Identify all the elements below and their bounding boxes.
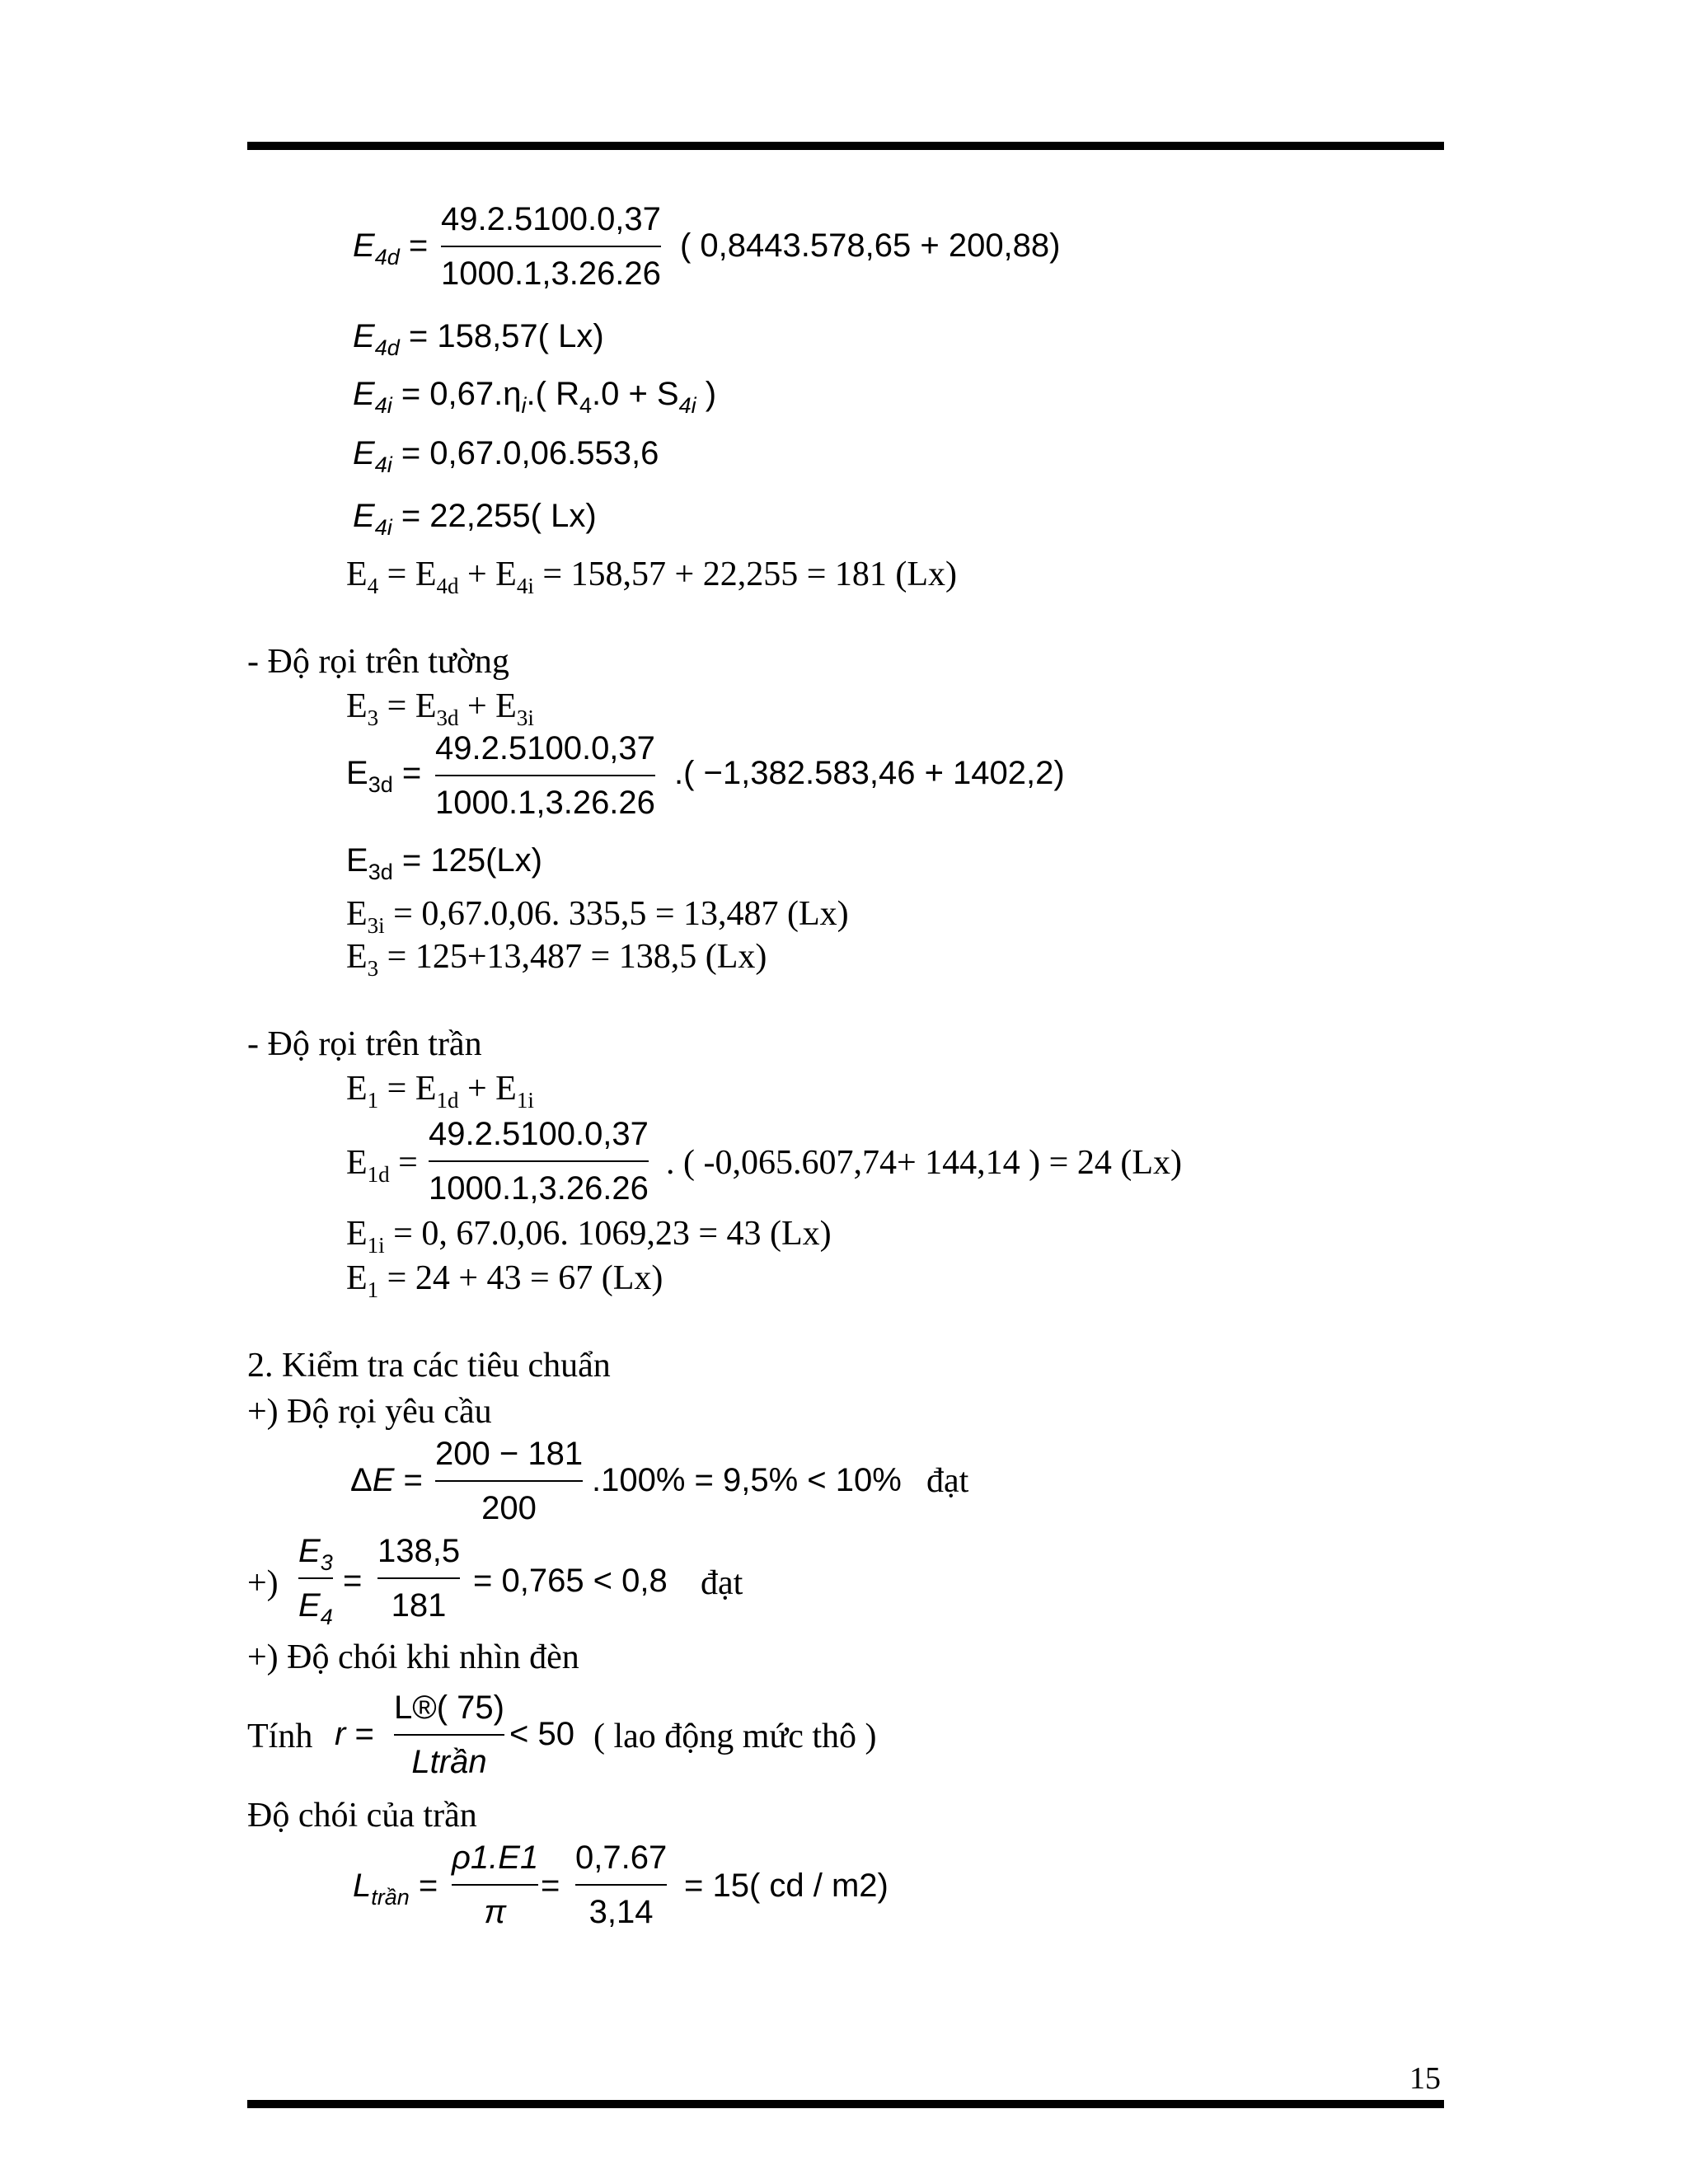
e4d-rest: ( 0,8443.578,65 + 200,88) xyxy=(680,227,1061,264)
r-denominator: Ltrần xyxy=(411,1744,487,1780)
lum2-denominator: 3,14 xyxy=(588,1894,654,1930)
r-rest: < 50 xyxy=(509,1716,574,1752)
e4d-denominator: 1000.1,3.26.26 xyxy=(441,255,661,292)
luminance-heading: Độ chói của trần xyxy=(247,1797,477,1835)
e4d-numerator: 49.2.5100.0,37 xyxy=(441,201,661,237)
check-heading: 2. Kiểm tra các tiêu chuẩn xyxy=(247,1347,611,1385)
r-equation: r = xyxy=(335,1716,374,1752)
e4d-equation: $E_{4d}$ = xyxy=(353,227,429,269)
ratio-result: đạt xyxy=(701,1564,743,1602)
e1d-numerator: 49.2.5100.0,37 xyxy=(429,1116,649,1152)
luminance-equation: $L_{trần}$ = xyxy=(353,1868,438,1910)
e4-total-line: $E_4 = E_{4d} + E_{4i} = 158,57 + 22,255 = 181$ (Lx) xyxy=(346,555,958,598)
ratio-fraction xyxy=(377,1535,460,1622)
e3d-rest: .( −1,382.583,46 + 1402,2) xyxy=(674,755,1065,791)
e1-sum-line: $E_1 = E_{1d} + E_{1i}$ xyxy=(346,1070,534,1113)
e3d-fraction xyxy=(435,732,655,819)
requirement-heading: +) Độ rọi yêu cầu xyxy=(247,1393,492,1431)
r-note: ( lao động mức thô ) xyxy=(593,1718,877,1755)
e4d-value: = 158,57( Lx) xyxy=(408,318,604,354)
lum2-numerator: 0,7.67 xyxy=(575,1840,668,1876)
delta-result: đạt xyxy=(926,1462,969,1500)
delta-e-equation: ΔE = xyxy=(350,1462,423,1498)
ceiling-heading: - Độ rọi trên trần xyxy=(247,1025,482,1063)
footer-rule xyxy=(247,2100,1444,2108)
r-fraction xyxy=(394,1691,504,1779)
delta-numerator: 200 − 181 xyxy=(435,1436,584,1472)
wall-heading: - Độ rọi trên tường xyxy=(247,643,509,681)
e3-e4-fraction: $E_3$ $E_4$ xyxy=(298,1533,333,1629)
luminance-rest: = 15( cd / m2) xyxy=(684,1868,889,1904)
e4i-value-line: $E_{4i} = 22,255$( Lx) xyxy=(353,498,597,540)
e4d-fraction xyxy=(441,203,661,290)
e1d-rest: . ( -0,065.607,74+ 144,14 ) = 24 (Lx) xyxy=(666,1144,1182,1182)
page-number: 15 xyxy=(1409,2061,1441,2096)
e1d-denominator: 1000.1,3.26.26 xyxy=(429,1170,649,1207)
header-rule xyxy=(247,142,1444,150)
e3d-denominator: 1000.1,3.26.26 xyxy=(435,785,655,821)
e3-total-line: $E_3 = 125+13,487 = 138,5$ (Lx) xyxy=(346,938,767,981)
delta-e-fraction xyxy=(435,1437,583,1525)
e3d-numerator: 49.2.5100.0,37 xyxy=(435,730,655,766)
e1i-line: $E_{1i} = 0$, 67.0,06. 1069,23 = 43 (Lx) xyxy=(346,1215,832,1258)
e4i-calc-line: $E_{4i} = 0,67.0,06.553,6$ xyxy=(353,435,659,477)
delta-rest: .100% = 9,5% < 10% xyxy=(592,1462,902,1498)
e1d-fraction xyxy=(429,1118,649,1205)
ratio-denominator: 181 xyxy=(391,1587,447,1624)
e4i-formula-line: $E_{4i} = 0,67.\eta_i$.( $R_4.0 + S_{4i}$ ) xyxy=(353,376,717,418)
e3i-line: $E_{3i} = 0,67.0,06$. 335,5 = 13,487 (Lx) xyxy=(346,895,849,938)
e3-sum-line: $E_3 = E_{3d} + E_{3i}$ xyxy=(346,687,534,730)
delta-denominator: 200 xyxy=(481,1490,537,1526)
e4d-value-line: $E_{4d} = 158,57$( Lx) xyxy=(353,318,604,360)
ratio-prefix: +) xyxy=(247,1564,279,1602)
ratio-rest: = 0,765 < 0,8 xyxy=(473,1563,668,1599)
calc-label: Tính xyxy=(247,1718,313,1755)
e1-total-line: $E_1 = 24 + 43 = 67$ (Lx) xyxy=(346,1259,663,1302)
e1d-equation: $E_{1d}$ = xyxy=(346,1144,418,1187)
ratio-numerator: 138,5 xyxy=(377,1533,461,1569)
e3d-value-line: $E_{3d} = 125(Lx)$ xyxy=(346,842,542,884)
lum1-denominator: π xyxy=(484,1894,506,1930)
luminance-fraction-1 xyxy=(452,1841,538,1929)
lum1-numerator: ρ1.E1 xyxy=(452,1840,539,1876)
glare-heading: +) Độ chói khi nhìn đèn xyxy=(247,1638,579,1676)
r-numerator: L®( 75) xyxy=(394,1690,504,1726)
luminance-fraction-2 xyxy=(575,1841,667,1929)
e3d-equation: $E_{3d}$ = xyxy=(346,755,422,797)
